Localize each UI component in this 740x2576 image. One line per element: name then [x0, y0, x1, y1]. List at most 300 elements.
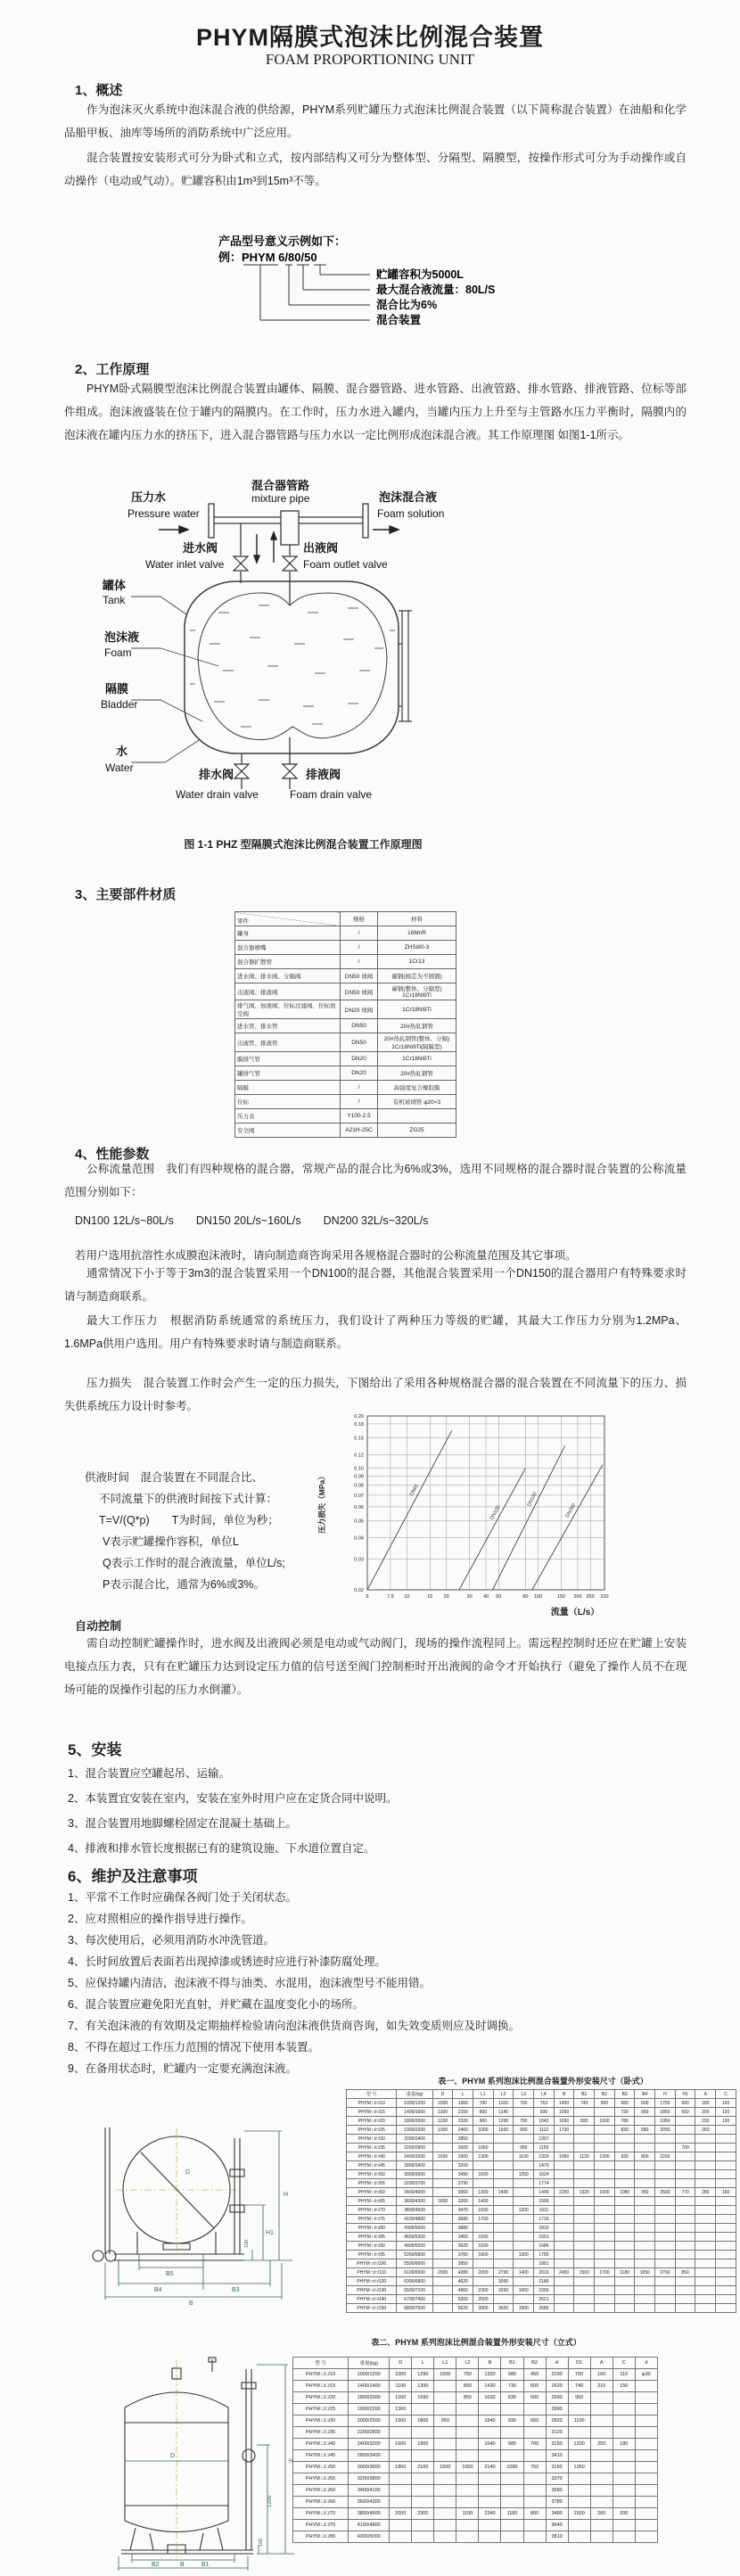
table-cell: PHYM □/□/55: [293, 2473, 349, 2485]
table-cell: 3620: [453, 2242, 473, 2251]
table-cell: [716, 2170, 736, 2179]
table-cell: 730: [501, 2381, 523, 2392]
table-cell: [635, 2497, 657, 2508]
table-cell: [434, 2520, 456, 2531]
table-cell: 3780: [546, 2497, 568, 2508]
table-cell: [456, 2473, 479, 2485]
table-cell: 1000/1200: [349, 2369, 390, 2381]
table-cell: [554, 2161, 574, 2170]
table-cell: [590, 2473, 613, 2485]
tank-end-view: [93, 2127, 244, 2261]
table-cell: [675, 2286, 695, 2295]
table-header-cell: L: [412, 2358, 434, 2369]
x-tick-label: 7.5: [387, 1594, 394, 1600]
table-cell: 1716: [534, 2215, 555, 2224]
table-cell: 6300/6800: [397, 2277, 432, 2286]
table-cell: [590, 2531, 613, 2543]
table-cell: [514, 2242, 534, 2251]
table-cell: 950: [635, 2188, 655, 2197]
label-outlet-valve-cn: 出液阀: [303, 541, 339, 555]
table-header-cell: L: [453, 2090, 473, 2099]
table-cell: 650: [523, 2416, 546, 2427]
table-cell: [574, 2259, 595, 2268]
table-cell: 180: [695, 2099, 716, 2108]
table-cell: [635, 2450, 657, 2462]
table-cell: 1800: [432, 2197, 453, 2206]
table-cell: 1500: [432, 2152, 453, 2161]
table-cell: 1360: [453, 2099, 473, 2108]
table-cell: 1000: [434, 2369, 456, 2381]
table-row: [347, 2108, 736, 2117]
table-cell: [554, 2304, 574, 2313]
table-cell: [574, 2277, 595, 2286]
table-cell: [613, 2392, 635, 2404]
table-cell: [675, 2179, 695, 2188]
series-label-DN65: DN65: [409, 1483, 420, 1497]
table-row: [347, 2099, 736, 2108]
table-cell: [501, 2520, 523, 2531]
table-header-cell: A: [695, 2090, 716, 2099]
table-cell: [568, 2520, 590, 2531]
table-cell: 碳钢(阀芯为不锈钢): [378, 969, 456, 983]
table-cell: [635, 2117, 655, 2126]
table-cell: PHYM □/□/90: [347, 2242, 397, 2251]
table-cell: [590, 2450, 613, 2462]
table-cell: 3800/4500: [397, 2206, 432, 2215]
table-cell: 2560: [655, 2188, 676, 2197]
table-cell: [613, 2416, 635, 2427]
table-cell: 1000: [390, 2369, 412, 2381]
horizontal-tank-drawing: [78, 2120, 301, 2308]
maintenance-item: 7、有关泡沫液的有效期及定期抽样检验请向泡沫液供货商咨询，如失效变质则应及时调换。: [68, 2020, 520, 2032]
table-cell: [614, 2259, 635, 2268]
section-4-heading: 4、性能参数: [75, 1147, 150, 1162]
dim-D: D: [185, 2169, 191, 2176]
table-cell: PHYM □/□/65: [347, 2197, 397, 2206]
table-cell: 1Cr13: [378, 955, 456, 969]
table-cell: φ30: [635, 2369, 657, 2381]
table-cell: 1000: [595, 2117, 615, 2126]
table-cell: [554, 2206, 574, 2215]
table-cell: 1200: [568, 2439, 590, 2450]
table-cell: [635, 2286, 655, 2295]
table-header-cell: H: [546, 2358, 568, 2369]
table-header-cell: B: [479, 2358, 501, 2369]
table-cell: PHYM □/□/45: [347, 2161, 397, 2170]
table-cell: 1774: [534, 2179, 555, 2188]
table-header-cell: A: [590, 2358, 613, 2369]
table-header-cell: 零件: [235, 912, 341, 926]
table-cell: [716, 2161, 736, 2170]
table-cell: [574, 2304, 595, 2313]
table-row: [293, 2450, 658, 2462]
table-cell: 930: [501, 2416, 523, 2427]
table-cell: 180: [613, 2439, 635, 2450]
y-tick-label: 0.02: [354, 1588, 364, 1593]
table-cell: [635, 2197, 655, 2206]
table-cell: 罐身: [235, 926, 341, 941]
table-header-cell: L3: [514, 2090, 534, 2099]
y-tick-label: 0.06: [354, 1504, 364, 1510]
table-cell: [493, 2224, 514, 2233]
table-cell: [568, 2404, 590, 2416]
table-cell: [574, 2126, 595, 2135]
table-cell: [412, 2520, 434, 2531]
table-cell: [635, 2531, 657, 2543]
table-cell: [635, 2304, 655, 2313]
dim-B4: B4: [154, 2287, 162, 2293]
x-tick-label: 100: [534, 1594, 543, 1600]
table-cell: [390, 2531, 412, 2543]
figure-valves: [234, 556, 297, 778]
label-foam-drain-cn: 排液阀: [306, 768, 341, 781]
dim-B3: B3: [232, 2287, 240, 2293]
table-cell: [514, 2188, 534, 2197]
table-cell: 650: [635, 2108, 655, 2117]
table-cell: 2260: [655, 2152, 676, 2161]
table-cell: 1100: [456, 2508, 479, 2520]
label-tank-en: Tank: [103, 594, 126, 606]
table-cell: 1300: [514, 2251, 534, 2259]
table-cell: 1816: [534, 2224, 555, 2233]
table-cell: 740: [568, 2381, 590, 2392]
table-cell: [614, 2135, 635, 2144]
table-cell: 1400: [473, 2197, 494, 2206]
table-cell: 1100: [390, 2381, 412, 2392]
table-cell: 820: [574, 2117, 595, 2126]
table-cell: [675, 2126, 695, 2135]
table-row: [347, 2224, 736, 2233]
table-cell: PHYM □/□/25: [347, 2126, 397, 2135]
table-cell: 4900/5500: [397, 2242, 432, 2251]
table-cell: 1Cr18Ni9Ti: [378, 1052, 456, 1066]
table-row: [347, 2126, 736, 2135]
table-cell: [590, 2427, 613, 2439]
table-cell: 1765: [534, 2251, 555, 2259]
table-row: [235, 1066, 456, 1081]
table-cell: [716, 2304, 736, 2313]
install-item: 2、本装置宜安装在室内，安装在室外时用户应在定货合同中说明。: [68, 1792, 398, 1805]
table-cell: [479, 2531, 501, 2543]
table-cell: 200: [695, 2108, 716, 2117]
table-cell: 2521: [534, 2295, 555, 2304]
table-cell: 5200: [453, 2295, 473, 2304]
table-cell: 20#热轧钢管(整体、分隔) 1Cr18Ni9Ti(隔膜型): [378, 1033, 456, 1052]
table-cell: [473, 2277, 494, 2286]
table-cell: [613, 2404, 635, 2416]
table-cell: 3600/4300: [397, 2197, 432, 2206]
table-header-cell: L1: [473, 2090, 494, 2099]
x-tick-label: 150: [556, 1594, 566, 1600]
table-cell: DN20: [341, 1052, 378, 1066]
table-cell: [501, 2473, 523, 2485]
table-cell: 100: [716, 2099, 736, 2108]
table-cell: 3000: [493, 2277, 514, 2286]
working-principle-figure: [76, 479, 486, 828]
table-cell: [479, 2520, 501, 2531]
table-cell: [456, 2450, 479, 2462]
table-cell: PHYM □/□/10: [347, 2099, 397, 2108]
table-cell: 1000: [456, 2462, 479, 2473]
table-cell: 2016: [534, 2268, 555, 2277]
table-cell: [675, 2197, 695, 2206]
vertical-dimensions-table: [292, 2357, 658, 2543]
table-cell: 1750: [655, 2099, 676, 2108]
x-tick-label: 20: [443, 1594, 449, 1600]
dim-H1: H1: [266, 2230, 274, 2236]
table-cell: 2100: [412, 2462, 434, 2473]
table-cell: 1112: [534, 2126, 555, 2135]
table-cell: [432, 2251, 453, 2259]
series-label-DN200: DN200: [564, 1502, 578, 1519]
table-cell: [613, 2427, 635, 2439]
table-cell: 6800/7500: [397, 2304, 432, 2313]
table-cell: [432, 2304, 453, 2313]
table-cell: 3000: [473, 2304, 494, 2313]
table-cell: [595, 2224, 615, 2233]
table-header-cell: D: [390, 2358, 412, 2369]
table-cell: 1500: [568, 2508, 590, 2520]
table-cell: [655, 2277, 676, 2286]
table-cell: PHYM □/□/70: [293, 2508, 349, 2520]
table-cell: [675, 2215, 695, 2224]
x-tick-label: 80: [522, 1594, 529, 1600]
table-row: [347, 2259, 736, 2268]
table-cell: 980: [501, 2439, 523, 2450]
table-cell: 750: [523, 2462, 546, 2473]
supply-line: 供液时间 混合装置在不同混合比、: [85, 1471, 264, 1484]
table-cell: [635, 2485, 657, 2497]
table-cell: 700: [568, 2369, 590, 2381]
table-cell: [432, 2295, 453, 2304]
table-cell: [473, 2135, 494, 2144]
table-cell: 250: [590, 2439, 613, 2450]
table-cell: [432, 2144, 453, 2152]
dim-100: 100: [244, 2239, 250, 2248]
table-cell: [574, 2251, 595, 2259]
table-cell: [614, 2161, 635, 2170]
table-cell: 2300: [473, 2286, 494, 2295]
x-axis-title: 流量（L/s）: [550, 1608, 600, 1617]
table-header-cell: H1: [675, 2090, 695, 2099]
table-cell: 930: [614, 2152, 635, 2161]
table-header-cell: B2: [595, 2090, 615, 2099]
table-cell: 1900/2200: [397, 2126, 432, 2135]
table-cell: PHYM □/□/50: [347, 2170, 397, 2179]
table-cell: 680: [614, 2099, 635, 2108]
table-cell: [554, 2170, 574, 2179]
table-cell: 1320: [574, 2188, 595, 2197]
table-cell: [514, 2108, 534, 2117]
table-cell: 1550: [554, 2108, 574, 2117]
table-cell: 进水阀、排水阀、分隔阀: [235, 969, 341, 983]
table-cell: /: [341, 955, 378, 969]
table-cell: 500: [523, 2381, 546, 2392]
table-cell: 4300/5000: [397, 2224, 432, 2233]
table-cell: [493, 2233, 514, 2242]
table-cell: 排气阀、加液阀、位标过滤阀、位标放空阀: [235, 1000, 341, 1019]
table-cell: 1060: [473, 2144, 494, 2152]
table-cell: [473, 2224, 494, 2233]
table-cell: [716, 2259, 736, 2268]
table-cell: 2400: [493, 2188, 514, 2197]
label-foam-en: Foam: [104, 646, 132, 659]
table-cell: 1590: [412, 2392, 434, 2404]
table-cell: 3780: [453, 2251, 473, 2259]
table-cell: 950: [514, 2144, 534, 2152]
table-cell: 2200/2800: [397, 2144, 432, 2152]
table-cell: PHYM □/□/85: [347, 2233, 397, 2242]
table-row: [235, 926, 456, 941]
table-row: [235, 1123, 456, 1138]
table-cell: [412, 2427, 434, 2439]
table-cell: 1300: [473, 2188, 494, 2197]
y-tick-label: 0.10: [354, 1466, 364, 1472]
table-cell: 1000: [432, 2099, 453, 2108]
table-cell: 2200/2800: [349, 2427, 390, 2439]
table-cell: [675, 2206, 695, 2215]
table-cell: [613, 2473, 635, 2485]
table-cell: 2300: [412, 2508, 434, 2520]
table-cell: [695, 2277, 716, 2286]
table-cell: [614, 2286, 635, 2295]
table-cell: 1000/1200: [397, 2099, 432, 2108]
dim-B: B: [189, 2300, 193, 2307]
label-inlet-valve-cn: 进水阀: [183, 541, 218, 555]
table-row: [293, 2439, 658, 2450]
table-cell: [493, 2215, 514, 2224]
table-cell: [695, 2295, 716, 2304]
table-cell: [595, 2215, 615, 2224]
table-cell: 3000/3600: [349, 2462, 390, 2473]
table-cell: 3600/4300: [349, 2497, 390, 2508]
x-tick-label: 5: [366, 1594, 369, 1600]
table-cell: PHYM □/□/15: [293, 2381, 349, 2392]
maintenance-item: 3、每次使用后，必须用消防水冲洗管道。: [68, 1934, 275, 1946]
table-cell: [613, 2520, 635, 2531]
table-cell: 1Cr18Ni9Ti: [378, 1000, 456, 1019]
figure-leader-lines: [131, 597, 218, 762]
table-cell: 3410: [546, 2450, 568, 2462]
page-subtitle: FOAM PROPORTIONING UNIT: [265, 51, 475, 68]
section-1-paragraph-1: 作为泡沫灭火系统中泡沫混合液的供给源，PHYM系列贮罐压力式泡沫比例混合装置（以下简称混合装置）在油船和化学品船甲板、油库等场所的消防系统中广泛应用。: [64, 103, 687, 139]
y-tick-label: 0.09: [354, 1474, 364, 1480]
table-cell: 隔膜: [235, 1081, 341, 1095]
table-cell: [412, 2485, 434, 2497]
table-cell: [716, 2179, 736, 2188]
table-cell: [514, 2233, 534, 2242]
table-cell: [695, 2152, 716, 2161]
table-cell: [514, 2215, 534, 2224]
table-cell: 1800: [473, 2251, 494, 2259]
table-row: [235, 983, 456, 1000]
table-cell: 1200: [432, 2117, 453, 2126]
table-row: [293, 2462, 658, 2473]
table-cell: [655, 2179, 676, 2188]
table-cell: [554, 2259, 574, 2268]
table-cell: [614, 2144, 635, 2152]
table-cell: [595, 2108, 615, 2117]
table-cell: PHYM □/□/95: [347, 2251, 397, 2259]
table-cell: 3000/3500: [397, 2170, 432, 2179]
table-cell: [434, 2508, 456, 2520]
table-cell: 750: [514, 2117, 534, 2126]
table-cell: 830: [501, 2392, 523, 2404]
table-cell: 1350: [568, 2462, 590, 2473]
table-cell: [675, 2170, 695, 2179]
table-cell: 1700: [473, 2215, 494, 2224]
table-cell: [635, 2233, 655, 2242]
table-header-cell: D1: [568, 2358, 590, 2369]
table-cell: 3880: [453, 2224, 473, 2233]
table-row: [293, 2520, 658, 2531]
table-cell: 1500: [390, 2416, 412, 2427]
table-cell: Y100-2.5: [341, 1109, 378, 1123]
table-cell: [432, 2170, 453, 2179]
table-row: [347, 2295, 736, 2304]
series-line-DN100: [459, 1469, 525, 1590]
table-cell: [493, 2144, 514, 2152]
table-cell: [456, 2520, 479, 2531]
table-cell: 1500: [473, 2233, 494, 2242]
table-cell: DN50 球阀: [341, 983, 378, 1000]
table-cell: [568, 2473, 590, 2485]
tank-outline: [121, 2358, 256, 2554]
table-cell: 1506: [534, 2197, 555, 2206]
table-cell: 1500: [473, 2206, 494, 2215]
table-cell: [523, 2404, 546, 2416]
table-cell: 1624: [534, 2170, 555, 2179]
table-cell: PHYM □/□/50: [293, 2462, 349, 2473]
table-cell: [568, 2485, 590, 2497]
table-header-cell: d: [635, 2358, 657, 2369]
table-cell: 4280: [453, 2268, 473, 2277]
x-tick-label: 10: [404, 1594, 410, 1600]
dim-B1: B1: [201, 2562, 210, 2568]
table-cell: [695, 2259, 716, 2268]
table-cell: [568, 2450, 590, 2462]
table-cell: PHYM □/□/40: [293, 2439, 349, 2450]
table-cell: 1450: [554, 2099, 574, 2108]
table-cell: [635, 2462, 657, 2473]
table-cell: [390, 2427, 412, 2439]
table-cell: [501, 2427, 523, 2439]
table-cell: [635, 2251, 655, 2259]
table-cell: 1900: [412, 2439, 434, 2450]
table-cell: [716, 2268, 736, 2277]
table-cell: 20#热轧钢管: [378, 1019, 456, 1033]
table-header-cell: 型 号: [347, 2090, 397, 2099]
table-cell: 5620: [453, 2304, 473, 2313]
table-row: [347, 2242, 736, 2251]
table-header-cell: B3: [614, 2090, 635, 2099]
table-cell: [655, 2224, 676, 2233]
table-cell: 有机玻璃管 φ20×3: [378, 1095, 456, 1109]
table-cell: [595, 2295, 615, 2304]
table-row: [235, 941, 456, 955]
table-cell: [590, 2520, 613, 2531]
label-bladder-en: Bladder: [101, 698, 138, 711]
table-cell: [595, 2206, 615, 2215]
table-cell: [695, 2206, 716, 2215]
table-cell: 出液管、排液管: [235, 1033, 341, 1052]
section-3-heading: 3、主要部件材质: [75, 887, 177, 902]
table-header-cell: L4: [534, 2090, 555, 2099]
table-cell: 2000/2400: [397, 2135, 432, 2144]
x-tick-label: 40: [482, 1594, 489, 1600]
section-5-heading: 5、安装: [68, 1741, 122, 1758]
table-cell: 2450: [554, 2268, 574, 2277]
